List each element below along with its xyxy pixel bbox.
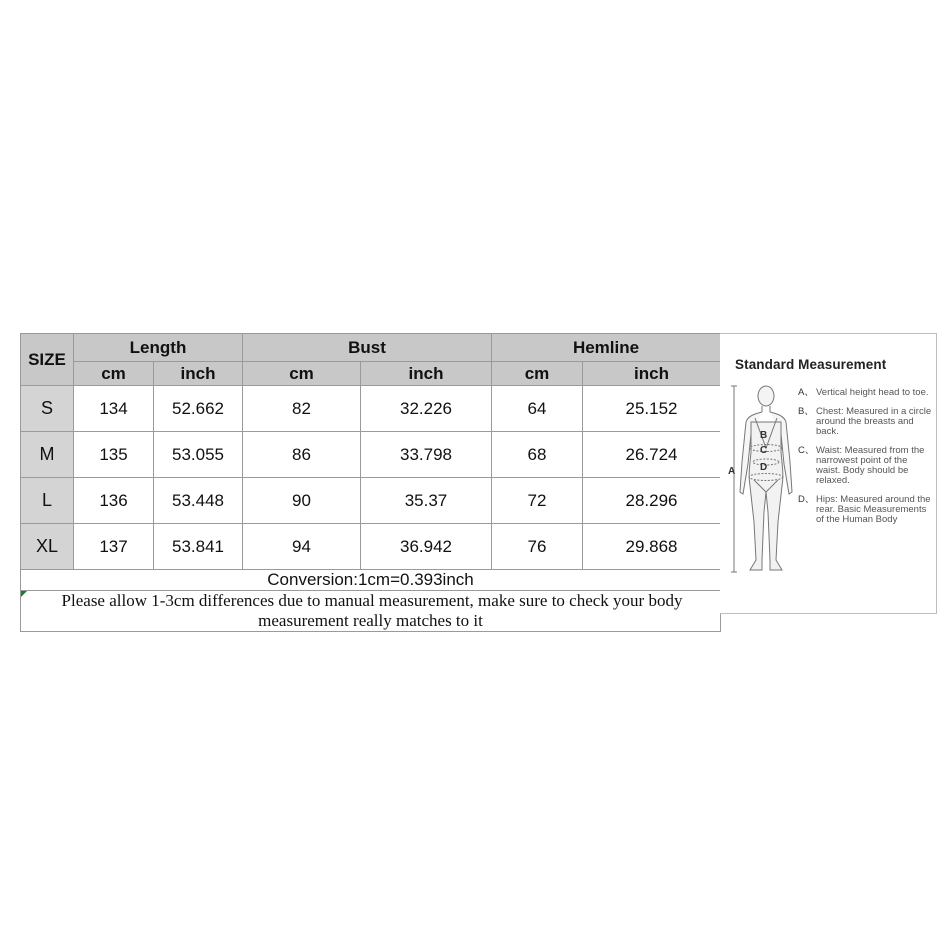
size-cell: L [21,478,74,524]
value-cell: 35.37 [361,478,492,524]
figure-label-a: A [728,466,736,477]
legend-key: C、 [798,445,815,456]
allowance-text: Please allow 1-3cm differences due to manual measurement, make sure to check your body measurement really matches to it [61,591,683,630]
legend-text: Vertical height head to toe. [816,387,929,398]
legend-item [798,407,934,437]
value-cell: 64 [492,386,583,432]
figure-label-c: C [760,445,768,456]
conversion-row [21,570,721,591]
unit-header: inch [361,362,492,386]
unit-header: cm [74,362,154,386]
table-row [21,432,721,478]
size-chart [20,333,936,630]
value-cell: 134 [74,386,154,432]
unit-header-row [21,362,721,386]
value-cell: 25.152 [583,386,721,432]
value-cell: 52.662 [154,386,243,432]
conversion-note: Conversion:1cm=0.393inch [21,570,721,591]
value-cell: 53.841 [154,524,243,570]
figure-label-b: B [760,430,768,441]
unit-header: cm [243,362,361,386]
allowance-note [21,591,721,632]
size-header: SIZE [21,334,74,386]
value-cell: 33.798 [361,432,492,478]
value-cell: 32.226 [361,386,492,432]
legend-item [798,495,934,525]
standard-measurement-panel [720,333,937,614]
size-cell: S [21,386,74,432]
size-cell: XL [21,524,74,570]
value-cell: 136 [74,478,154,524]
group-bust: Bust [243,334,492,362]
legend-item [798,388,934,398]
value-cell: 82 [243,386,361,432]
value-cell: 53.055 [154,432,243,478]
group-length: Length [74,334,243,362]
value-cell: 94 [243,524,361,570]
legend-text: Hips: Measured around the rear. Basic Measurements of the Human Body [816,494,931,525]
table-row [21,478,721,524]
value-cell: 26.724 [583,432,721,478]
value-cell: 90 [243,478,361,524]
group-hemline: Hemline [492,334,721,362]
cell-flag-icon [21,591,27,597]
legend-key: D、 [798,494,815,505]
figure-label-d: D [760,462,768,473]
value-cell: 135 [74,432,154,478]
value-cell: 137 [74,524,154,570]
legend-item [798,446,934,486]
measurement-legend [798,388,934,534]
unit-header: inch [583,362,721,386]
table-row [21,524,721,570]
unit-header: cm [492,362,583,386]
value-cell: 28.296 [583,478,721,524]
value-cell: 29.868 [583,524,721,570]
size-cell: M [21,432,74,478]
measurement-title: Standard Measurement [735,357,887,372]
allowance-row [21,591,721,632]
size-table [20,333,721,632]
value-cell: 86 [243,432,361,478]
body-figure-icon [724,382,804,576]
legend-text: Waist: Measured from the narrowest point of the waist. Body should be relaxed. [816,445,925,486]
value-cell: 72 [492,478,583,524]
unit-header: inch [154,362,243,386]
value-cell: 53.448 [154,478,243,524]
table-row [21,386,721,432]
legend-key: A、 [798,387,814,398]
value-cell: 36.942 [361,524,492,570]
group-header-row [21,334,721,362]
legend-key: B、 [798,406,814,417]
value-cell: 68 [492,432,583,478]
value-cell: 76 [492,524,583,570]
legend-text: Chest: Measured in a circle around the breasts and back. [816,406,932,437]
